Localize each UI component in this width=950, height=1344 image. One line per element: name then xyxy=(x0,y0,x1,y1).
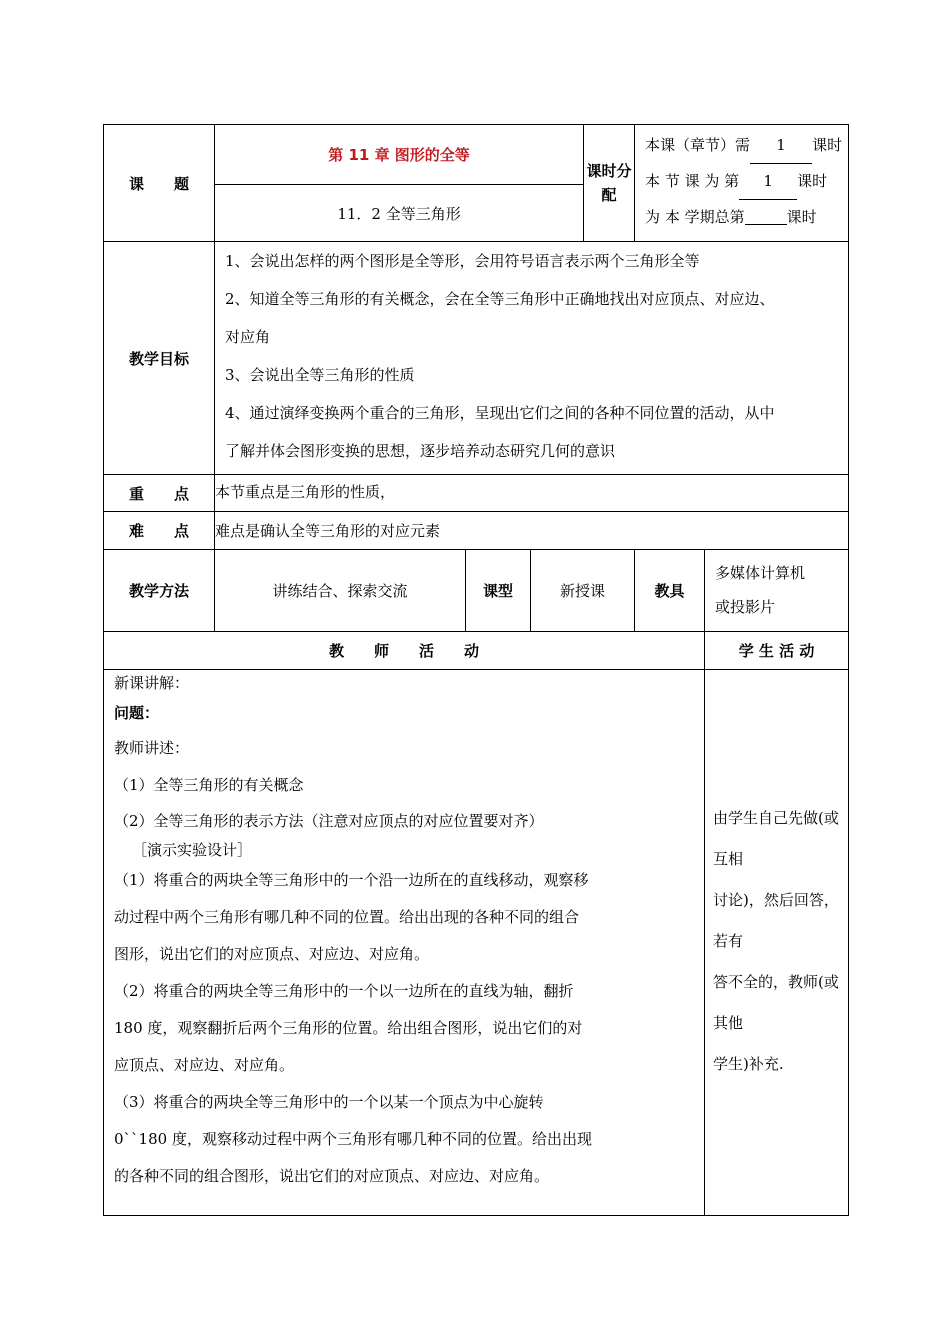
tools-label: 教具 xyxy=(635,550,705,632)
teacher-line: 的各种不同的组合图形，说出它们的对应顶点、对应边、对应角。 xyxy=(114,1167,550,1185)
student-line: 讨论)，然后回答，若有 xyxy=(713,891,839,950)
key-point-label: 重 点 xyxy=(104,475,215,512)
goal-item: 3、会说出全等三角形的性质 xyxy=(225,366,415,384)
period-label: 课时分配 xyxy=(584,125,635,242)
student-line: 由学生自己先做(或互相 xyxy=(713,809,839,868)
lesson-type-label: 课型 xyxy=(466,550,531,632)
goal-item: 1、会说出怎样的两个图形是全等形，会用符号语言表示两个三角形全等 xyxy=(225,252,700,270)
period-value-2: 1 xyxy=(739,164,797,200)
period-value-1: 1 xyxy=(750,128,812,164)
key-point-text: 本节重点是三角形的性质， xyxy=(215,475,849,512)
teacher-activity-header: 教 师 活 动 xyxy=(104,632,705,670)
teacher-line: （3）将重合的两块全等三角形中的一个以某一个顶点为中心旋转 xyxy=(114,1093,544,1111)
difficulty-text: 难点是确认全等三角形的对应元素 xyxy=(215,512,849,550)
goal-item: 了解并体会图形变换的思想，逐步培养动态研究几何的意识 xyxy=(225,442,616,460)
teacher-line: 新课讲解： xyxy=(114,674,190,692)
lesson-plan xyxy=(103,124,848,1216)
period-line-2: 本 节 课 为 第 1 课时 xyxy=(635,164,848,200)
teacher-line: （1）全等三角形的有关概念 xyxy=(114,776,304,794)
course-label: 课 题 xyxy=(104,125,215,242)
teacher-line: 0``180 度，观察移动过程中两个三角形有哪几种不同的位置。给出出现 xyxy=(114,1130,592,1148)
goal-item: 4、通过演绎变换两个重合的三角形，呈现出它们之间的各种不同位置的活动，从中 xyxy=(225,404,775,422)
method-label: 教学方法 xyxy=(104,550,215,632)
teacher-line: 问题： xyxy=(114,704,160,722)
tools-value: 多媒体计算机 或投影片 xyxy=(705,550,849,632)
difficulty-label: 难 点 xyxy=(104,512,215,550)
student-activity-header: 学 生 活 动 xyxy=(705,632,849,670)
goal-item: 对应角 xyxy=(225,328,271,346)
section-title: 11．2 全等三角形 xyxy=(215,185,584,242)
lesson-type-value: 新授课 xyxy=(531,550,635,632)
lesson-plan-table xyxy=(103,124,849,1216)
period-line-3: 为 本 学期总第 课时 xyxy=(645,208,817,226)
student-activity-content xyxy=(705,670,849,1216)
teacher-line: （2）将重合的两块全等三角形中的一个以一边所在的直线为轴，翻折 xyxy=(114,982,574,1000)
goals-content xyxy=(215,242,849,475)
period-line-1: 本课（章节）需 1 课时 xyxy=(635,128,848,164)
teacher-line: 180 度，观察翻折后两个三角形的位置。给出组合图形，说出它们的对 xyxy=(114,1019,583,1037)
period-value-3 xyxy=(745,208,787,225)
goals-label: 教学目标 xyxy=(104,242,215,475)
student-line: 答不全的，教师(或其他 xyxy=(713,973,839,1032)
teacher-line: 教师讲述： xyxy=(114,739,190,757)
teacher-line: （1）将重合的两块全等三角形中的一个沿一边所在的直线移动，观察移 xyxy=(114,871,589,889)
period-info xyxy=(635,125,849,242)
method-value: 讲练结合、探索交流 xyxy=(215,550,466,632)
chapter-title: 第 11 章 图形的全等 xyxy=(215,125,584,185)
goal-item: 2、知道全等三角形的有关概念，会在全等三角形中正确地找出对应顶点、对应边、 xyxy=(225,290,775,308)
teacher-line: （2）全等三角形的表示方法（注意对应顶点的对应位置要对齐） xyxy=(114,812,544,830)
teacher-line: 图形，说出它们的对应顶点、对应边、对应角。 xyxy=(114,945,430,963)
teacher-line: 动过程中两个三角形有哪几种不同的位置。给出出现的各种不同的组合 xyxy=(114,908,580,926)
teacher-line: 应顶点、对应边、对应角。 xyxy=(114,1056,295,1074)
student-line: 学生)补充. xyxy=(713,1055,784,1073)
teacher-activity-content xyxy=(104,670,705,1216)
teacher-line: ［演示实验设计］ xyxy=(132,841,253,859)
